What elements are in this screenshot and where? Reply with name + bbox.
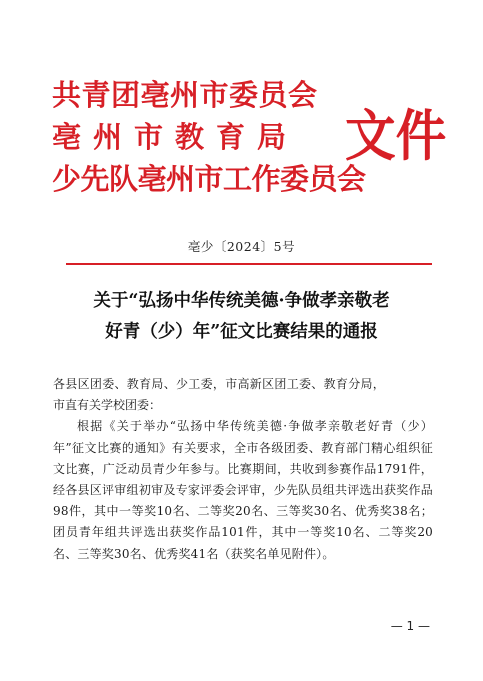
issuer-young-pioneers: 少先队亳州市工作委员会 xyxy=(52,162,366,196)
page-number: — 1 — xyxy=(390,619,430,633)
red-divider-line xyxy=(66,263,432,265)
document-body xyxy=(53,374,433,565)
document-number: 亳少〔2024〕5号 xyxy=(187,239,296,254)
issuer-block xyxy=(52,78,452,208)
addressee-line-2: 市直有关学校团委： xyxy=(53,398,162,413)
addressee-line-1: 各县区团委、教育局、少工委，市高新区团工委、教育分局， xyxy=(53,377,386,391)
document-type-label: 文件 xyxy=(345,103,447,168)
issuer-education-bureau: 亳州市教育局 xyxy=(52,120,299,154)
body-paragraph: 根据《关于举办“弘扬中华传统美德·争做孝亲敬老好青（少）年”征文比赛的通知》有关要求，全市各级团委、教育部门精心组织征文比赛，广泛动员青少年参与。比赛期间，共收到参赛作品1791件，经各县区评审组初审及专家评委会评审，少先队员组共评选出获奖作品98件，其中一等奖10名、二等奖20名、三等奖30名、优秀奖38名；团员青年组共评选出获奖作品101件，其中一等奖10名、二等奖20名、三等奖30名、优秀奖41名（获奖名单见附件）。 xyxy=(53,419,433,561)
issuer-youth-league: 共青团亳州市委员会 xyxy=(52,78,318,112)
title-line-1: 关于“弘扬中华传统美德·争做孝亲敬老 xyxy=(93,291,390,311)
title-line-2: 好青（少）年”征文比赛结果的通报 xyxy=(105,322,378,342)
